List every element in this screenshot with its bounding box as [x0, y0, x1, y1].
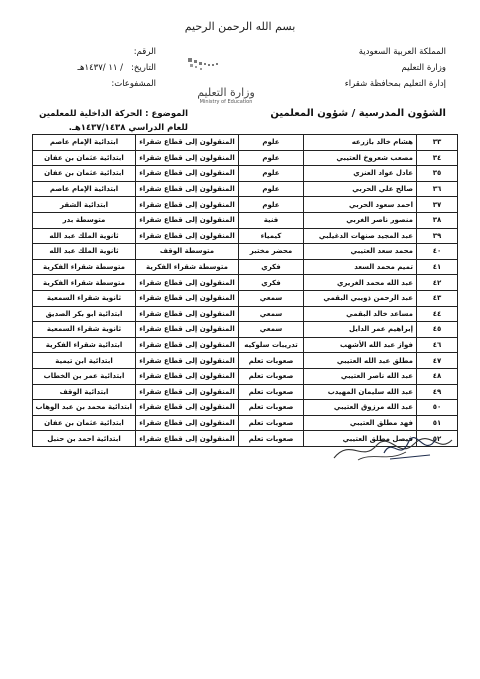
table-row: [33, 275, 458, 291]
school-cell: ابتدائية محمد بن عبد الوهاب: [33, 400, 136, 416]
ministry-logo-subtext: Ministry of Education: [199, 99, 253, 105]
table-row: [33, 400, 458, 416]
specialty-cell: علوم: [239, 181, 304, 197]
teacher-name-cell: عبد الله سليمان المهيدب: [304, 384, 417, 400]
row-number-cell: ٥٠: [417, 400, 458, 416]
signature-mark: [380, 433, 440, 465]
teacher-name-cell: عبد المجيد صنهات الدغيلبي: [304, 228, 417, 244]
row-number-cell: ٤٨: [417, 368, 458, 384]
department-title: الشؤون المدرسية / شؤون المعلمين: [270, 108, 446, 119]
table-row: [33, 337, 458, 353]
specialty-cell: فنية: [239, 212, 304, 228]
teacher-name-cell: صالح علي الحربي: [304, 181, 417, 197]
teacher-name-cell: فهد مطلق العتيبي: [304, 415, 417, 431]
teacher-name-cell: هشام خالد بازرعه: [304, 135, 417, 151]
destination-cell: المنقولون إلى قطاع شقراء: [136, 228, 239, 244]
subject-line-1: الموضوع : الحركة الداخلية للمعلمين: [39, 109, 188, 119]
attachments-row: [26, 76, 156, 92]
teacher-name-cell: إبراهيم عمر الدايل: [304, 322, 417, 338]
row-number-cell: ٤١: [417, 259, 458, 275]
date-label: التاريخ:: [131, 63, 156, 73]
date-value: / ١١ /١٤٣٧هـ: [77, 63, 124, 73]
specialty-cell: صعوبات تعلم: [239, 353, 304, 369]
row-number-cell: ٤٦: [417, 337, 458, 353]
school-cell: ابتدائية ابن تيمية: [33, 353, 136, 369]
reference-row: [26, 44, 156, 60]
destination-cell: المنقولون إلى قطاع شقراء: [136, 306, 239, 322]
teacher-name-cell: مصعب شعروخ العتيبي: [304, 150, 417, 166]
table-row: [33, 212, 458, 228]
teacher-name-cell: مساعد خالد البقمي: [304, 306, 417, 322]
school-cell: ابتدائية شقراء الفكرية: [33, 337, 136, 353]
school-cell: ابتدائية عثمان بن عفان: [33, 415, 136, 431]
table-row: [33, 322, 458, 338]
table-row: [33, 197, 458, 213]
specialty-cell: علوم: [239, 166, 304, 182]
teacher-transfer-table-body: [33, 135, 458, 447]
specialty-cell: تدريبات سلوكيه: [239, 337, 304, 353]
school-cell: متوسطة شقراء الفكرية: [33, 259, 136, 275]
date-row: [26, 60, 156, 76]
destination-cell: المنقولون إلى قطاع شقراء: [136, 166, 239, 182]
subject-line-2: للعام الدراسي ١٤٣٧/١٤٣٨هـ.: [68, 123, 188, 133]
teacher-name-cell: مطلق عبد الله العتيبي: [304, 353, 417, 369]
school-cell: ابتدائية عثمان بن عفان: [33, 166, 136, 182]
row-number-cell: ٥٢: [417, 431, 458, 447]
destination-cell: المنقولون إلى قطاع شقراء: [136, 322, 239, 338]
teacher-name-cell: تميم محمد السعد: [304, 259, 417, 275]
row-number-cell: ٣٤: [417, 150, 458, 166]
table-row: [33, 353, 458, 369]
letterhead-right: [296, 44, 446, 92]
teacher-name-cell: عبد الله مرزوق العتيبي: [304, 400, 417, 416]
table-row: [33, 259, 458, 275]
row-number-cell: ٤٤: [417, 306, 458, 322]
row-number-cell: ٣٥: [417, 166, 458, 182]
letterhead-left: [26, 44, 156, 92]
school-cell: ابتدائية الشقر: [33, 197, 136, 213]
destination-cell: المنقولون إلى قطاع شقراء: [136, 290, 239, 306]
specialty-cell: سمعي: [239, 306, 304, 322]
teacher-name-cell: احمد سعود الحربي: [304, 197, 417, 213]
table-row: [33, 368, 458, 384]
specialty-cell: سمعي: [239, 290, 304, 306]
specialty-cell: صعوبات تعلم: [239, 400, 304, 416]
row-number-cell: ٤٥: [417, 322, 458, 338]
subject-block: [30, 107, 188, 135]
teacher-name-cell: فيصل مطلق العتيبي: [304, 431, 417, 447]
administration-name: إدارة التعليم بمحافظة شقراء: [344, 79, 446, 89]
destination-cell: المنقولون إلى قطاع شقراء: [136, 197, 239, 213]
row-number-cell: ٣٨: [417, 212, 458, 228]
destination-cell: المنقولون إلى قطاع شقراء: [136, 368, 239, 384]
teacher-name-cell: عبد الله ناصر العتيبي: [304, 368, 417, 384]
specialty-cell: صعوبات تعلم: [239, 384, 304, 400]
school-cell: ثانوية شقراء السمعية: [33, 322, 136, 338]
table-row: [33, 415, 458, 431]
school-cell: ابتدائية احمد بن حنبل: [33, 431, 136, 447]
specialty-cell: سمعي: [239, 322, 304, 338]
row-number-cell: ٣٧: [417, 197, 458, 213]
specialty-cell: كيمياء: [239, 228, 304, 244]
table-row: [33, 228, 458, 244]
reference-label: الرقم:: [133, 47, 156, 57]
school-cell: ابتدائية الإمام عاصم: [33, 181, 136, 197]
row-number-cell: ٣٩: [417, 228, 458, 244]
destination-cell: المنقولون إلى قطاع شقراء: [136, 275, 239, 291]
teacher-name-cell: عبد الرحمن ذويبي البقمي: [304, 290, 417, 306]
row-number-cell: ٤٣: [417, 290, 458, 306]
teacher-name-cell: فواز عبد الله الأشهب: [304, 337, 417, 353]
destination-cell: المنقولون إلى قطاع شقراء: [136, 150, 239, 166]
specialty-cell: علوم: [239, 135, 304, 151]
row-number-cell: ٤٠: [417, 244, 458, 260]
table-row: [33, 150, 458, 166]
table-row: [33, 135, 458, 151]
destination-cell: المنقولون إلى قطاع شقراء: [136, 353, 239, 369]
destination-cell: المنقولون إلى قطاع شقراء: [136, 212, 239, 228]
specialty-cell: علوم: [239, 197, 304, 213]
destination-cell: المنقولون إلى قطاع شقراء: [136, 384, 239, 400]
teacher-transfer-table: [32, 134, 458, 447]
destination-cell: المنقولون إلى قطاع شقراء: [136, 431, 239, 447]
row-number-cell: ٣٣: [417, 135, 458, 151]
destination-cell: متوسطة الوقف: [136, 244, 239, 260]
destination-cell: المنقولون إلى قطاع شقراء: [136, 415, 239, 431]
school-cell: ثانوية الملك عبد الله: [33, 244, 136, 260]
table-row: [33, 306, 458, 322]
kingdom-name: المملكة العربية السعودية: [358, 47, 446, 57]
row-number-cell: ٥١: [417, 415, 458, 431]
table-row: [33, 290, 458, 306]
table-row: [33, 166, 458, 182]
school-cell: ابتدائية الوقف: [33, 384, 136, 400]
attachments-label: المشفوعات:: [111, 79, 156, 89]
row-number-cell: ٤٧: [417, 353, 458, 369]
bismillah-calligraphy: بسم الله الرحمن الرحيم: [184, 20, 296, 33]
destination-cell: المنقولون إلى قطاع شقراء: [136, 135, 239, 151]
specialty-cell: صعوبات تعلم: [239, 415, 304, 431]
specialty-cell: محضر مختبر: [239, 244, 304, 260]
row-number-cell: ٤٩: [417, 384, 458, 400]
table-row: [33, 384, 458, 400]
row-number-cell: ٤٢: [417, 275, 458, 291]
teacher-name-cell: منصور ناصر الغربي: [304, 212, 417, 228]
specialty-cell: صعوبات تعلم: [239, 431, 304, 447]
teacher-name-cell: محمد سعد العتيبي: [304, 244, 417, 260]
school-cell: ثانوية شقراء السمعية: [33, 290, 136, 306]
teacher-name-cell: عادل عواد العنزي: [304, 166, 417, 182]
destination-cell: المنقولون إلى قطاع شقراء: [136, 337, 239, 353]
school-cell: ثانوية الملك عبد الله: [33, 228, 136, 244]
specialty-cell: فكري: [239, 275, 304, 291]
school-cell: ابتدائية ابو بكر الصديق: [33, 306, 136, 322]
teacher-name-cell: عبد الله محمد الغريري: [304, 275, 417, 291]
ministry-name: وزارة التعليم: [401, 63, 446, 73]
specialty-cell: صعوبات تعلم: [239, 368, 304, 384]
destination-cell: متوسطة شقراء الفكرية: [136, 259, 239, 275]
school-cell: متوسطة شقراء الفكرية: [33, 275, 136, 291]
table-row: [33, 244, 458, 260]
school-cell: ابتدائية عثمان بن عفان: [33, 150, 136, 166]
destination-cell: المنقولون إلى قطاع شقراء: [136, 181, 239, 197]
school-cell: متوسطة بدر: [33, 212, 136, 228]
school-cell: ابتدائية الإمام عاصم: [33, 135, 136, 151]
specialty-cell: علوم: [239, 150, 304, 166]
ministry-logo-text: وزارة التعليم: [197, 86, 255, 99]
destination-cell: المنقولون إلى قطاع شقراء: [136, 400, 239, 416]
specialty-cell: فكري: [239, 259, 304, 275]
table-row: [33, 181, 458, 197]
school-cell: ابتدائية عمر بن الخطاب: [33, 368, 136, 384]
row-number-cell: ٣٦: [417, 181, 458, 197]
